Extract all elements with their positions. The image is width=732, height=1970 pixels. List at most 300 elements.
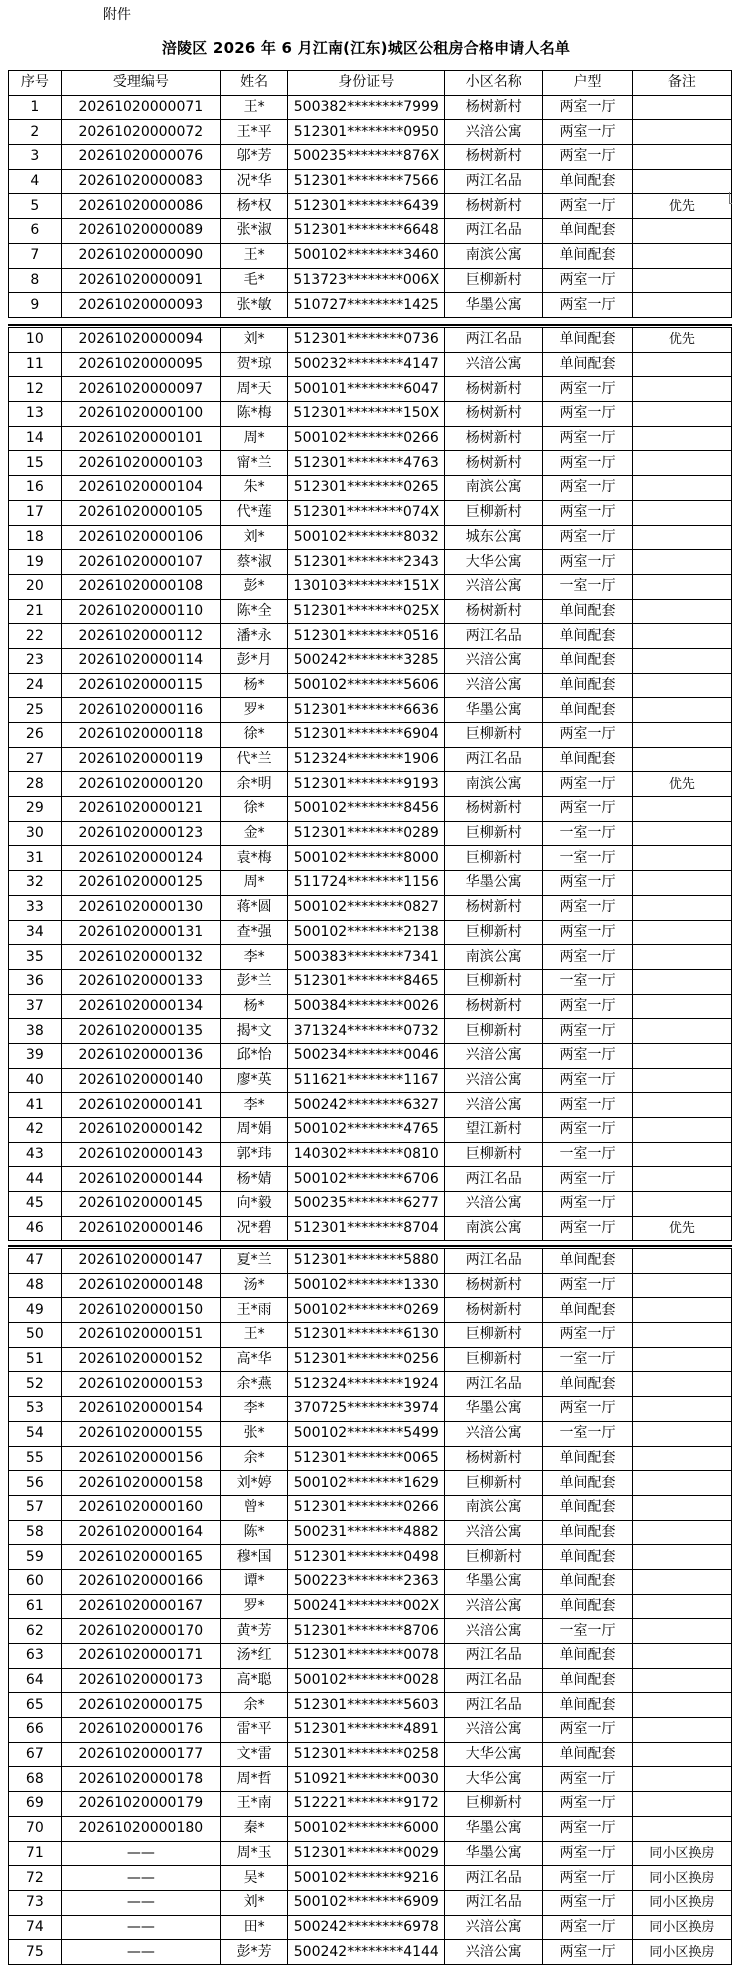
cell-unit-type: 单间配套 xyxy=(543,1446,632,1471)
cell-name: 张*敏 xyxy=(220,293,287,318)
cell-application-number: 20261020000176 xyxy=(61,1718,220,1743)
cell-application-number: 20261020000115 xyxy=(61,673,220,698)
cell-community: 杨树新村 xyxy=(445,1298,543,1323)
applicant-table-part-3 xyxy=(8,1248,732,1965)
cell-index: 59 xyxy=(9,1545,62,1570)
cell-remark xyxy=(632,1372,731,1397)
table-row xyxy=(9,500,732,525)
cell-unit-type: 单间配套 xyxy=(543,1644,632,1669)
cell-unit-type: 单间配套 xyxy=(543,1569,632,1594)
cell-name: 汤*红 xyxy=(220,1644,287,1669)
cell-remark xyxy=(632,169,731,194)
table-row xyxy=(9,723,732,748)
cell-index: 31 xyxy=(9,846,62,871)
table-row xyxy=(9,268,732,293)
cell-community: 兴涪公寓 xyxy=(445,1421,543,1446)
cell-application-number: 20261020000147 xyxy=(61,1249,220,1274)
cell-index: 50 xyxy=(9,1323,62,1348)
table-row xyxy=(9,698,732,723)
cell-application-number: 20261020000112 xyxy=(61,624,220,649)
cell-name: 黄*芳 xyxy=(220,1619,287,1644)
cell-community: 华墨公寓 xyxy=(445,1816,543,1841)
cell-name: 吴* xyxy=(220,1866,287,1891)
cell-community: 巨柳新村 xyxy=(445,1545,543,1570)
table-row xyxy=(9,1372,732,1397)
table-row xyxy=(9,1446,732,1471)
cell-community: 两江名品 xyxy=(445,1668,543,1693)
cell-name: 王*雨 xyxy=(220,1298,287,1323)
cell-community: 两江名品 xyxy=(445,1890,543,1915)
cell-index: 9 xyxy=(9,293,62,318)
table-row xyxy=(9,969,732,994)
cell-unit-type: 两室一厅 xyxy=(543,293,632,318)
cell-remark xyxy=(632,1520,731,1545)
cell-index: 34 xyxy=(9,920,62,945)
cell-community: 两江名品 xyxy=(445,1644,543,1669)
cell-id-number: 512301********5603 xyxy=(288,1693,445,1718)
cell-remark xyxy=(632,574,731,599)
cell-name: 王*南 xyxy=(220,1792,287,1817)
cell-community: 杨树新村 xyxy=(445,426,543,451)
cell-id-number: 500235********6277 xyxy=(288,1192,445,1217)
cell-unit-type: 两室一厅 xyxy=(543,1273,632,1298)
cell-community: 杨树新村 xyxy=(445,402,543,427)
cell-application-number: —— xyxy=(61,1841,220,1866)
cell-unit-type: 两室一厅 xyxy=(543,525,632,550)
table-row xyxy=(9,1693,732,1718)
cell-unit-type: 两室一厅 xyxy=(543,500,632,525)
cell-name: 朱* xyxy=(220,476,287,501)
cell-name: 李* xyxy=(220,1397,287,1422)
cell-community: 华墨公寓 xyxy=(445,698,543,723)
cell-index: 25 xyxy=(9,698,62,723)
cell-unit-type: 单间配套 xyxy=(543,1298,632,1323)
cell-index: 62 xyxy=(9,1619,62,1644)
cell-id-number: 500102********9216 xyxy=(288,1866,445,1891)
cell-index: 10 xyxy=(9,328,62,353)
cell-id-number: 500102********1330 xyxy=(288,1273,445,1298)
cell-name: 毛* xyxy=(220,268,287,293)
cell-unit-type: 单间配套 xyxy=(543,698,632,723)
cell-id-number: 511724********1156 xyxy=(288,871,445,896)
table-row xyxy=(9,1569,732,1594)
cell-application-number: 20261020000100 xyxy=(61,402,220,427)
cell-community: 大华公寓 xyxy=(445,550,543,575)
cell-unit-type: 两室一厅 xyxy=(543,1890,632,1915)
cell-index: 68 xyxy=(9,1767,62,1792)
cell-community: 望江新村 xyxy=(445,1118,543,1143)
cell-remark xyxy=(632,599,731,624)
table-row xyxy=(9,1043,732,1068)
cell-community: 兴涪公寓 xyxy=(445,1093,543,1118)
cell-remark: 优先 xyxy=(632,194,731,219)
cell-id-number: 512301********025X xyxy=(288,599,445,624)
cell-application-number: 20261020000140 xyxy=(61,1068,220,1093)
cell-community: 华墨公寓 xyxy=(445,1569,543,1594)
table-row xyxy=(9,1142,732,1167)
table-row xyxy=(9,1915,732,1940)
cell-index: 51 xyxy=(9,1347,62,1372)
header-cell-remark: 备注 xyxy=(632,71,731,96)
cell-id-number: 500101********6047 xyxy=(288,377,445,402)
header-cell-unit-type: 户型 xyxy=(543,71,632,96)
cell-unit-type: 两室一厅 xyxy=(543,723,632,748)
cell-application-number: 20261020000167 xyxy=(61,1594,220,1619)
cell-id-number: 512301********8706 xyxy=(288,1619,445,1644)
cell-unit-type: 两室一厅 xyxy=(543,1940,632,1965)
cell-id-number: 512301********150X xyxy=(288,402,445,427)
cell-name: 邱*怡 xyxy=(220,1043,287,1068)
cell-unit-type: 两室一厅 xyxy=(543,550,632,575)
cell-index: 64 xyxy=(9,1668,62,1693)
cell-name: 邬*芳 xyxy=(220,145,287,170)
cell-name: 李* xyxy=(220,945,287,970)
cell-index: 43 xyxy=(9,1142,62,1167)
cell-application-number: 20261020000114 xyxy=(61,648,220,673)
cell-application-number: 20261020000153 xyxy=(61,1372,220,1397)
table-row xyxy=(9,1019,732,1044)
table-row xyxy=(9,1816,732,1841)
cell-name: 刘*婷 xyxy=(220,1471,287,1496)
cell-name: 曾* xyxy=(220,1495,287,1520)
cell-id-number: 500223********2363 xyxy=(288,1569,445,1594)
cell-id-number: 500242********4144 xyxy=(288,1940,445,1965)
table-row xyxy=(9,476,732,501)
table-row xyxy=(9,945,732,970)
table-row xyxy=(9,920,732,945)
cell-application-number: 20261020000071 xyxy=(61,95,220,120)
cell-unit-type: 两室一厅 xyxy=(543,1068,632,1093)
table-row xyxy=(9,1249,732,1274)
cell-remark xyxy=(632,377,731,402)
cell-application-number: 20261020000093 xyxy=(61,293,220,318)
cell-application-number: 20261020000179 xyxy=(61,1792,220,1817)
page-break-line xyxy=(8,324,732,326)
cell-unit-type: 两室一厅 xyxy=(543,1192,632,1217)
cell-application-number: 20261020000094 xyxy=(61,328,220,353)
cell-application-number: 20261020000145 xyxy=(61,1192,220,1217)
cell-id-number: 500242********6327 xyxy=(288,1093,445,1118)
cell-application-number: 20261020000155 xyxy=(61,1421,220,1446)
cell-id-number: 500102********2138 xyxy=(288,920,445,945)
cell-application-number: 20261020000125 xyxy=(61,871,220,896)
cell-community: 南滨公寓 xyxy=(445,945,543,970)
cell-application-number: 20261020000123 xyxy=(61,821,220,846)
cell-community: 两江名品 xyxy=(445,328,543,353)
cell-name: 周*娟 xyxy=(220,1118,287,1143)
cell-remark xyxy=(632,1446,731,1471)
cell-name: 金* xyxy=(220,821,287,846)
cell-community: 兴涪公寓 xyxy=(445,673,543,698)
cell-name: 高*聪 xyxy=(220,1668,287,1693)
cell-remark xyxy=(632,1693,731,1718)
cell-community: 兴涪公寓 xyxy=(445,1915,543,1940)
cell-community: 杨树新村 xyxy=(445,451,543,476)
cell-unit-type: 单间配套 xyxy=(543,673,632,698)
cell-index: 48 xyxy=(9,1273,62,1298)
table-row xyxy=(9,1397,732,1422)
cell-index: 32 xyxy=(9,871,62,896)
table-row xyxy=(9,95,732,120)
cell-index: 45 xyxy=(9,1192,62,1217)
cell-index: 17 xyxy=(9,500,62,525)
cell-unit-type: 两室一厅 xyxy=(543,772,632,797)
header-cell-application-number: 受理编号 xyxy=(61,71,220,96)
cell-unit-type: 两室一厅 xyxy=(543,402,632,427)
cell-name: 况*华 xyxy=(220,169,287,194)
cell-name: 余* xyxy=(220,1693,287,1718)
cell-name: 刘* xyxy=(220,328,287,353)
cell-community: 巨柳新村 xyxy=(445,1792,543,1817)
cell-id-number: 500235********876X xyxy=(288,145,445,170)
cell-application-number: 20261020000083 xyxy=(61,169,220,194)
cell-community: 两江名品 xyxy=(445,169,543,194)
cell-application-number: 20261020000106 xyxy=(61,525,220,550)
cell-unit-type: 单间配套 xyxy=(543,1471,632,1496)
cell-remark xyxy=(632,821,731,846)
cell-id-number: 512301********0516 xyxy=(288,624,445,649)
table-row xyxy=(9,377,732,402)
cell-remark xyxy=(632,426,731,451)
cell-name: 余* xyxy=(220,1446,287,1471)
cell-index: 74 xyxy=(9,1915,62,1940)
cell-remark: 同小区换房 xyxy=(632,1890,731,1915)
cell-unit-type: 两室一厅 xyxy=(543,1816,632,1841)
cell-application-number: 20261020000160 xyxy=(61,1495,220,1520)
cell-name: 揭*文 xyxy=(220,1019,287,1044)
cell-unit-type: 一室一厅 xyxy=(543,821,632,846)
cell-remark xyxy=(632,1594,731,1619)
cell-index: 26 xyxy=(9,723,62,748)
cell-community: 杨树新村 xyxy=(445,895,543,920)
cell-name: 郭*玮 xyxy=(220,1142,287,1167)
table-row xyxy=(9,426,732,451)
cell-index: 33 xyxy=(9,895,62,920)
cell-id-number: 500102********6706 xyxy=(288,1167,445,1192)
cell-index: 18 xyxy=(9,525,62,550)
cell-remark xyxy=(632,895,731,920)
cell-name: 况*碧 xyxy=(220,1216,287,1241)
cell-community: 兴涪公寓 xyxy=(445,120,543,145)
cell-remark xyxy=(632,1273,731,1298)
table-row xyxy=(9,821,732,846)
cell-community: 华墨公寓 xyxy=(445,871,543,896)
cell-name: 周*玉 xyxy=(220,1841,287,1866)
cell-id-number: 512301********5880 xyxy=(288,1249,445,1274)
cell-application-number: 20261020000089 xyxy=(61,219,220,244)
cell-unit-type: 单间配套 xyxy=(543,624,632,649)
table-row xyxy=(9,1068,732,1093)
cell-id-number: 500102********5606 xyxy=(288,673,445,698)
cell-application-number: —— xyxy=(61,1866,220,1891)
cell-id-number: 512301********6648 xyxy=(288,219,445,244)
cell-application-number: —— xyxy=(61,1890,220,1915)
cell-name: 杨* xyxy=(220,673,287,698)
cell-id-number: 513723********006X xyxy=(288,268,445,293)
cell-community: 两江名品 xyxy=(445,1372,543,1397)
table-row xyxy=(9,673,732,698)
table-row xyxy=(9,1093,732,1118)
cell-name: 彭*月 xyxy=(220,648,287,673)
cell-unit-type: 两室一厅 xyxy=(543,1093,632,1118)
cell-unit-type: 一室一厅 xyxy=(543,1347,632,1372)
cell-remark xyxy=(632,1043,731,1068)
cell-community: 两江名品 xyxy=(445,1167,543,1192)
cell-community: 巨柳新村 xyxy=(445,1347,543,1372)
table-row xyxy=(9,1192,732,1217)
cell-unit-type: 两室一厅 xyxy=(543,194,632,219)
cell-id-number: 512301********0029 xyxy=(288,1841,445,1866)
table-row xyxy=(9,1347,732,1372)
cell-index: 29 xyxy=(9,797,62,822)
cell-index: 2 xyxy=(9,120,62,145)
cell-remark xyxy=(632,1816,731,1841)
table-row xyxy=(9,550,732,575)
table-row xyxy=(9,1940,732,1965)
cell-index: 41 xyxy=(9,1093,62,1118)
cell-remark xyxy=(632,673,731,698)
cell-id-number: 500241********002X xyxy=(288,1594,445,1619)
cell-index: 7 xyxy=(9,243,62,268)
cell-unit-type: 两室一厅 xyxy=(543,895,632,920)
cell-remark xyxy=(632,120,731,145)
cell-unit-type: 两室一厅 xyxy=(543,1915,632,1940)
cell-name: 王* xyxy=(220,1323,287,1348)
cell-name: 文*雷 xyxy=(220,1742,287,1767)
cell-remark xyxy=(632,293,731,318)
cell-remark xyxy=(632,1792,731,1817)
table-row xyxy=(9,871,732,896)
cell-community: 南滨公寓 xyxy=(445,772,543,797)
cell-id-number: 512301********0256 xyxy=(288,1347,445,1372)
cell-community: 巨柳新村 xyxy=(445,268,543,293)
cell-name: 谭* xyxy=(220,1569,287,1594)
cell-community: 两江名品 xyxy=(445,747,543,772)
cell-application-number: 20261020000107 xyxy=(61,550,220,575)
cell-community: 兴涪公寓 xyxy=(445,1594,543,1619)
cell-unit-type: 一室一厅 xyxy=(543,1619,632,1644)
cell-index: 72 xyxy=(9,1866,62,1891)
cell-remark xyxy=(632,1347,731,1372)
cell-application-number: —— xyxy=(61,1915,220,1940)
cell-application-number: 20261020000175 xyxy=(61,1693,220,1718)
cell-application-number: 20261020000170 xyxy=(61,1619,220,1644)
cell-community: 华墨公寓 xyxy=(445,293,543,318)
cell-unit-type: 单间配套 xyxy=(543,219,632,244)
document-title: 涪陵区 2026 年 6 月江南(江东)城区公租房合格申请人名单 xyxy=(161,39,571,57)
cell-index: 75 xyxy=(9,1940,62,1965)
table-row xyxy=(9,994,732,1019)
cell-community: 两江名品 xyxy=(445,1249,543,1274)
cell-application-number: 20261020000144 xyxy=(61,1167,220,1192)
cell-name: 余*明 xyxy=(220,772,287,797)
cell-index: 37 xyxy=(9,994,62,1019)
cell-application-number: 20261020000120 xyxy=(61,772,220,797)
cell-name: 王* xyxy=(220,243,287,268)
cell-name: 彭*芳 xyxy=(220,1940,287,1965)
cell-remark xyxy=(632,1569,731,1594)
cell-community: 华墨公寓 xyxy=(445,1841,543,1866)
cell-remark xyxy=(632,698,731,723)
cell-remark xyxy=(632,945,731,970)
cell-unit-type: 一室一厅 xyxy=(543,846,632,871)
applicant-table-part-2 xyxy=(8,327,732,1241)
cell-unit-type: 两室一厅 xyxy=(543,1397,632,1422)
cell-name: 杨* xyxy=(220,994,287,1019)
cell-name: 周*天 xyxy=(220,377,287,402)
cell-name: 查*强 xyxy=(220,920,287,945)
cell-unit-type: 单间配套 xyxy=(543,1668,632,1693)
cell-unit-type: 两室一厅 xyxy=(543,994,632,1019)
cell-unit-type: 一室一厅 xyxy=(543,1142,632,1167)
cell-id-number: 512301********7566 xyxy=(288,169,445,194)
cell-remark xyxy=(632,1619,731,1644)
table-row xyxy=(9,1866,732,1891)
table-row xyxy=(9,1545,732,1570)
cell-name: 雷*平 xyxy=(220,1718,287,1743)
cell-community: 兴涪公寓 xyxy=(445,1068,543,1093)
cell-application-number: 20261020000134 xyxy=(61,994,220,1019)
cell-index: 13 xyxy=(9,402,62,427)
cell-id-number: 500102********0266 xyxy=(288,426,445,451)
cell-index: 35 xyxy=(9,945,62,970)
table-row xyxy=(9,402,732,427)
attachment-label: 附件 xyxy=(103,7,131,23)
cell-unit-type: 两室一厅 xyxy=(543,377,632,402)
cell-index: 71 xyxy=(9,1841,62,1866)
table-row xyxy=(9,1644,732,1669)
cell-community: 杨树新村 xyxy=(445,1446,543,1471)
cell-unit-type: 两室一厅 xyxy=(543,1118,632,1143)
cell-index: 11 xyxy=(9,352,62,377)
cell-index: 44 xyxy=(9,1167,62,1192)
cell-unit-type: 一室一厅 xyxy=(543,969,632,994)
cell-unit-type: 单间配套 xyxy=(543,648,632,673)
cell-unit-type: 单间配套 xyxy=(543,1249,632,1274)
table-row xyxy=(9,599,732,624)
cell-remark xyxy=(632,1323,731,1348)
cell-name: 周* xyxy=(220,871,287,896)
cell-index: 53 xyxy=(9,1397,62,1422)
cell-index: 8 xyxy=(9,268,62,293)
cell-index: 67 xyxy=(9,1742,62,1767)
cell-name: 陈*全 xyxy=(220,599,287,624)
cell-remark xyxy=(632,648,731,673)
cell-id-number: 500102********6000 xyxy=(288,1816,445,1841)
cell-unit-type: 单间配套 xyxy=(543,747,632,772)
cell-community: 巨柳新村 xyxy=(445,821,543,846)
cell-unit-type: 两室一厅 xyxy=(543,120,632,145)
cell-application-number: 20261020000116 xyxy=(61,698,220,723)
table-row xyxy=(9,352,732,377)
cell-unit-type: 单间配套 xyxy=(543,1495,632,1520)
cell-remark xyxy=(632,1767,731,1792)
cell-id-number: 500242********3285 xyxy=(288,648,445,673)
cell-unit-type: 两室一厅 xyxy=(543,145,632,170)
cell-application-number: 20261020000154 xyxy=(61,1397,220,1422)
table-row xyxy=(9,1520,732,1545)
cell-remark xyxy=(632,451,731,476)
cell-remark xyxy=(632,747,731,772)
cell-application-number: 20261020000166 xyxy=(61,1569,220,1594)
cell-id-number: 512301********6130 xyxy=(288,1323,445,1348)
cell-index: 40 xyxy=(9,1068,62,1093)
table-row xyxy=(9,451,732,476)
cell-id-number: 500102********8032 xyxy=(288,525,445,550)
cell-id-number: 370725********3974 xyxy=(288,1397,445,1422)
cell-index: 27 xyxy=(9,747,62,772)
cell-remark xyxy=(632,1167,731,1192)
